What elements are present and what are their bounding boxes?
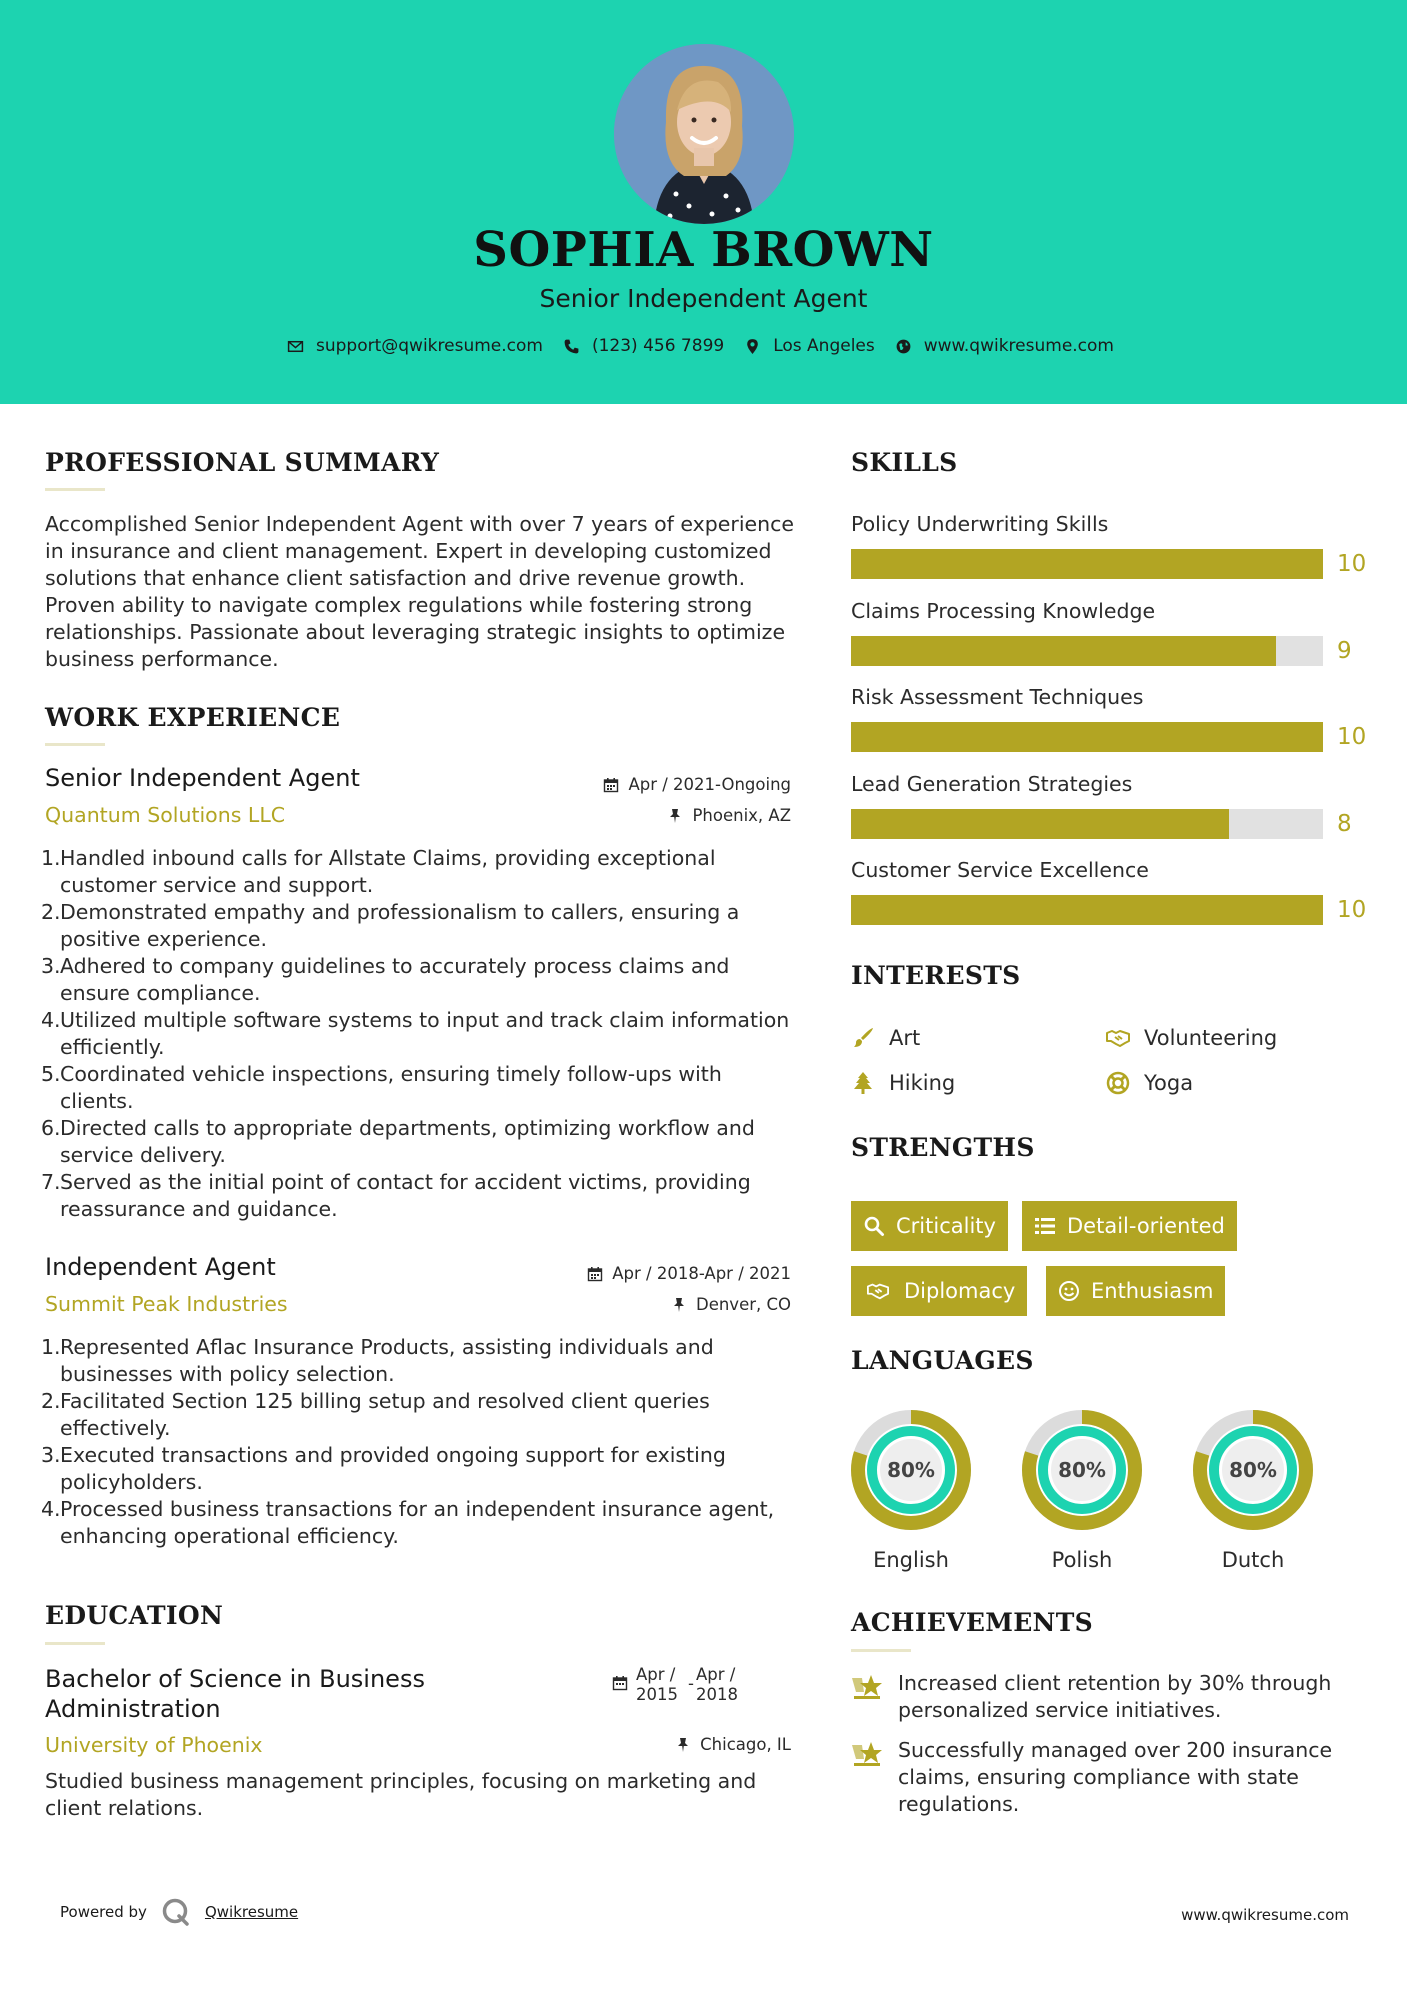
list-item: 3. Executed transactions and provided ongoing support for existing policyholders. [41,1443,726,1494]
school-name: University of Phoenix [45,1733,263,1757]
skill-bar-fill [851,722,1323,752]
education-underline [45,1642,105,1645]
job-2-date [587,1264,791,1283]
language-percent: 80% [1058,1458,1106,1482]
job-2-date-text: Apr / 2018-Apr / 2021 [612,1264,791,1283]
list-item-text: Coordinated vehicle inspections, ensuring timely follow-ups with clients. [60,1062,722,1113]
email-text: support@qwikresume.com [316,336,543,356]
handshake-icon [863,1280,893,1302]
list-item-text: Demonstrated empathy and professionalism to callers, ensuring a positive experience. [60,900,740,951]
skill-value: 10 [1337,897,1367,923]
skill-bar-track [851,895,1323,925]
phone-icon [563,338,580,355]
job-1-title: Senior Independent Agent [45,764,360,792]
list-item: 7. Served as the initial point of contact for accident victims, providing reassurance and guidance. [41,1170,751,1221]
education-description: Studied business management principles, focusing on marketing and client relations. [45,1769,757,1820]
job-2-title: Independent Agent [45,1253,276,1281]
map-marker-icon [744,338,761,355]
contact-location [744,336,875,356]
language-percent: 80% [887,1458,935,1482]
job-1-responsibilities [41,845,801,1223]
globe-icon [895,338,912,355]
strength-label: Detail-oriented [1067,1214,1225,1238]
job-2-company: Summit Peak Industries [45,1292,288,1316]
skill-bar-track [851,636,1323,666]
summary-heading: PROFESSIONAL SUMMARY [45,448,440,477]
powered-by-text: Powered by [60,1903,147,1921]
list-item: 2. Facilitated Section 125 billing setup and resolved client queries effectively. [41,1389,710,1440]
contact-bar [0,336,1407,356]
language-name: English [873,1548,949,1572]
strength-label: Diplomacy [904,1279,1016,1303]
job-2-location-text: Denver, CO [695,1295,791,1314]
list-icon [1034,1215,1056,1237]
lifebuoy-icon [1106,1071,1130,1095]
strength-criticality [851,1201,1008,1251]
skill-label: Lead Generation Strategies [851,771,1133,796]
skill-bar-fill [851,809,1229,839]
list-item: 1. Handled inbound calls for Allstate Claims, providing exceptional customer service and support. [41,846,716,897]
skill-value: 10 [1337,551,1367,577]
list-item: 3. Adhered to company guidelines to accurately process claims and ensure compliance. [41,954,730,1005]
tree-icon [851,1071,875,1095]
strength-detail-oriented [1022,1201,1237,1251]
qwikresume-logo-icon [161,1897,191,1927]
list-item: 2. Demonstrated empathy and professionalism to callers, ensuring a positive experience. [41,900,740,951]
candidate-title: Senior Independent Agent [539,284,868,313]
achievement-text: Increased client retention by 30% through personalized service initiatives. [898,1671,1332,1722]
footer-powered-by [60,1897,298,1927]
interest-label: Volunteering [1144,1026,1278,1050]
job-2-responsibilities [41,1334,801,1550]
list-item-text: Handled inbound calls for Allstate Claims, providing exceptional customer service and support. [60,846,716,897]
envelope-icon [287,338,304,355]
skill-bar-track [851,809,1323,839]
list-item-text: Served as the initial point of contact for accident victims, providing reassurance and guidance. [60,1170,751,1221]
contact-website[interactable] [895,336,1114,356]
pin-icon [675,1737,691,1753]
list-item: 1. Represented Aflac Insurance Products, assisting individuals and businesses with policy selection. [41,1335,714,1386]
list-item-text: Facilitated Section 125 billing setup and resolved client queries effectively. [60,1389,710,1440]
skills-heading: SKILLS [851,448,958,477]
job-1-company: Quantum Solutions LLC [45,803,286,827]
profile-photo [614,44,794,224]
summary-text: Accomplished Senior Independent Agent with over 7 years of experience in insurance and client management. Expert in developing customized solutions that enhance client satisfaction and drive revenue growth. Proven ability to navigate complex regulations while fostering strong relationships. Passionate about leveraging strategic insights to optimize business performance. [45,512,795,671]
handshake-icon [1106,1026,1130,1050]
interest-label: Yoga [1144,1071,1194,1095]
education-end-date: Apr / 2018 [695,1665,738,1704]
list-item: 6. Directed calls to appropriate departments, optimizing workflow and service delivery. [41,1116,755,1167]
avatar [614,44,794,224]
summary-underline [45,488,105,491]
footer-url[interactable]: www.qwikresume.com [1181,1906,1349,1924]
phone-text: (123) 456 7899 [591,336,725,356]
strength-diplomacy [851,1266,1027,1316]
calendar-icon [587,1266,603,1282]
candidate-name: SOPHIA BROWN [473,222,934,278]
achievements-heading: ACHIEVEMENTS [851,1608,1093,1637]
skill-label: Customer Service Excellence [851,858,1149,882]
resume-header [0,0,1407,404]
paintbrush-icon [851,1026,875,1050]
degree-title: Bachelor of Science in Business Administration [45,1665,425,1723]
qwikresume-link[interactable]: Qwikresume [204,1903,299,1921]
achievements-underline [851,1649,911,1652]
interest-label: Hiking [889,1071,956,1095]
job-1-date [603,775,791,794]
education-date-separator: - [688,1674,694,1693]
achievement-item [851,1737,1351,1818]
skill-bar-track [851,722,1323,752]
list-item-text: Utilized multiple software systems to input and track claim information efficiently. [60,1008,790,1059]
calendar-icon [603,777,619,793]
interests-heading: INTERESTS [851,961,1021,990]
list-item: 5. Coordinated vehicle inspections, ensuring timely follow-ups with clients. [41,1062,722,1113]
contact-email[interactable] [287,336,543,356]
skill-label: Claims Processing Knowledge [851,598,1156,623]
skill-bar-fill [851,636,1276,666]
search-icon [863,1215,885,1237]
education-heading: EDUCATION [45,1601,224,1630]
contact-phone[interactable] [563,336,724,356]
language-percent: 80% [1229,1458,1277,1482]
education-location-text: Chicago, IL [700,1735,791,1754]
strength-label: Enthusiasm [1091,1279,1214,1303]
language-donut [1192,1409,1314,1531]
interest-volunteering [1106,1026,1277,1050]
pin-icon [667,808,683,824]
calendar-icon [612,1675,628,1691]
skill-bar-fill [851,549,1323,579]
job-1-location [667,806,791,825]
trophy-star-icon [851,1739,884,1769]
list-item-text: Executed transactions and provided ongoing support for existing policyholders. [60,1443,726,1494]
achievement-text: Successfully managed over 200 insurance claims, ensuring compliance with state regulations. [898,1738,1333,1816]
interest-label: Art [889,1026,921,1050]
language-name: Polish [1051,1548,1113,1572]
strengths-heading: STRENGTHS [851,1133,1035,1162]
location-text: Los Angeles [773,336,875,356]
job-1-location-text: Phoenix, AZ [692,806,791,825]
list-item: 4. Processed business transactions for an independent insurance agent, enhancing operational efficiency. [41,1497,775,1548]
list-item-text: Represented Aflac Insurance Products, assisting individuals and businesses with policy selection. [60,1335,714,1386]
education-location [675,1735,791,1754]
skill-label: Risk Assessment Techniques [851,685,1144,709]
language-donut [1021,1409,1143,1531]
list-item: 4. Utilized multiple software systems to input and track claim information efficiently. [41,1008,790,1059]
experience-underline [45,743,105,746]
list-item-text: Directed calls to appropriate departments, optimizing workflow and service delivery. [60,1116,755,1167]
interest-art [851,1026,920,1050]
list-item-text: Processed business transactions for an independent insurance agent, enhancing operational efficiency. [60,1497,775,1548]
achievement-item [851,1670,1351,1724]
job-2-location [671,1295,791,1314]
pin-icon [671,1297,687,1313]
skill-value: 8 [1337,810,1352,837]
trophy-star-icon [851,1672,884,1702]
education-start-date: Apr / 2015 [636,1665,678,1704]
list-item-text: Adhered to company guidelines to accurately process claims and ensure compliance. [60,954,730,1005]
languages-heading: LANGUAGES [851,1346,1034,1375]
skill-bar-track [851,549,1323,579]
language-name: Dutch [1221,1548,1285,1572]
skill-value: 10 [1337,724,1367,750]
website-text: www.qwikresume.com [923,336,1114,356]
interest-yoga [1106,1071,1193,1095]
strength-enthusiasm [1046,1266,1225,1316]
education-dates [612,1665,744,1705]
skill-bar-fill [851,895,1323,925]
skill-label: Policy Underwriting Skills [851,512,1109,536]
smile-icon [1058,1280,1080,1302]
skill-value: 9 [1337,637,1352,664]
interest-hiking [851,1071,955,1095]
job-1-date-text: Apr / 2021-Ongoing [628,775,791,794]
language-donut [850,1409,972,1531]
experience-heading: WORK EXPERIENCE [45,703,341,732]
strength-label: Criticality [896,1214,996,1238]
